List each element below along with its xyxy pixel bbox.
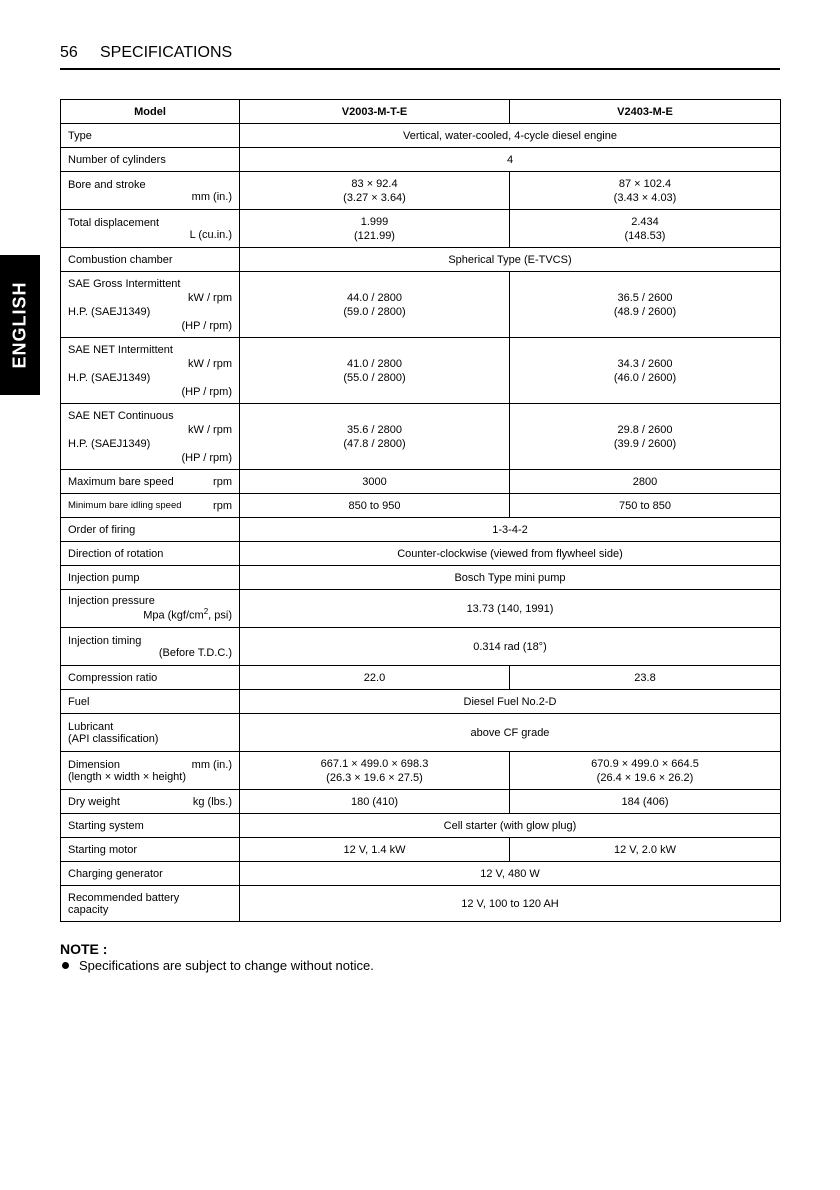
header-model: Model [61,100,240,124]
row-value: 0.314 rad (18°) [240,628,781,666]
note-item [62,958,374,973]
table-row [61,590,781,628]
row-label: Direction of rotation [61,542,240,566]
value-cell [240,172,510,210]
table-row [61,752,781,790]
row-label-cell [61,172,240,210]
value-line: (39.9 / 2600) [613,437,677,450]
row-label-cell [61,628,240,666]
table-row [61,790,781,814]
row-unit: (HP / rpm) [181,451,232,464]
row-unit: (Before T.D.C.) [158,646,232,659]
row-value: 22.0 [240,666,510,690]
header-v2003: V2003-M-T-E [240,100,510,124]
row-label: Order of firing [61,518,240,542]
value-line: (121.99) [354,229,395,242]
row-value: 4 [240,148,781,172]
specifications-table [60,99,781,922]
value-line: (26.3 × 19.6 × 27.5) [326,771,423,784]
value-cell [240,752,510,790]
value-line: (26.4 × 19.6 × 26.2) [596,771,694,784]
page-title: SPECIFICATIONS [100,44,233,61]
row-unit: (HP / rpm) [181,385,232,398]
value-cell [510,752,781,790]
value-line: 667.1 × 499.0 × 698.3 [320,757,429,770]
row-unit: mm (in.) [191,190,232,203]
row-label-cell [61,752,240,790]
row-unit: kW / rpm [188,357,232,370]
row-value: 13.73 (140, 1991) [240,590,781,628]
row-unit: rpm [213,499,232,512]
table-row [61,494,781,518]
row-value: 12 V, 1.4 kW [240,838,510,862]
row-value: 180 (410) [240,790,510,814]
value-cell [510,404,781,470]
row-label: H.P. (SAEJ1349) [68,437,151,450]
row-unit: rpm [213,475,232,488]
row-value: 184 (406) [510,790,781,814]
table-row [61,272,781,338]
row-value: 850 to 950 [240,494,510,518]
row-unit: kW / rpm [188,423,232,436]
row-value: Diesel Fuel No.2-D [240,690,781,714]
value-line: (47.8 / 2800) [343,437,406,450]
row-label: Bore and stroke [68,178,146,191]
row-label: capacity [68,903,109,916]
row-value: 12 V, 480 W [240,862,781,886]
table-row [61,690,781,714]
value-cell [240,338,510,404]
table-row [61,886,781,922]
row-value: 750 to 850 [510,494,781,518]
value-line: (46.0 / 2600) [613,371,677,384]
table-row [61,542,781,566]
table-row [61,124,781,148]
table-row [61,518,781,542]
value-line: 35.6 / 2800 [346,423,403,436]
language-side-tab [0,255,40,395]
row-value: 12 V, 2.0 kW [510,838,781,862]
table-row [61,814,781,838]
value-line: 670.9 × 499.0 × 664.5 [591,757,699,770]
row-label: SAE NET Continuous [68,409,174,422]
row-label: Compression ratio [61,666,240,690]
header-v2403: V2403-M-E [510,100,781,124]
value-line: 29.8 / 2600 [617,423,673,436]
value-cell [510,338,781,404]
value-line: 41.0 / 2800 [346,357,403,370]
value-cell [240,404,510,470]
row-label: Fuel [61,690,240,714]
row-label: Minimum bare idling speed [68,499,182,511]
row-value: Counter-clockwise (viewed from flywheel side) [240,542,781,566]
row-label-cell [61,590,240,628]
value-cell [510,172,781,210]
row-unit: L (cu.in.) [189,228,232,241]
note-text: Specifications are subject to change without notice. [79,958,374,973]
row-label: Combustion chamber [61,248,240,272]
row-label: Injection pressure [68,595,155,608]
table-row [61,714,781,752]
row-label-cell [61,886,240,922]
table-row [61,404,781,470]
row-unit: kg (lbs.) [192,795,232,808]
value-cell [240,272,510,338]
row-value: 3000 [240,470,510,494]
row-label: Total displacement [68,216,160,229]
table-row [61,148,781,172]
row-value: 1-3-4-2 [240,518,781,542]
row-label-cell [61,210,240,248]
row-label: Charging generator [61,862,240,886]
row-value: Spherical Type (E-TVCS) [240,248,781,272]
row-value: Vertical, water-cooled, 4-cycle diesel engine [240,124,781,148]
row-label: H.P. (SAEJ1349) [68,305,151,318]
row-label-cell [61,494,240,518]
row-label: Injection pump [61,566,240,590]
row-value: 23.8 [510,666,781,690]
value-line: (48.9 / 2600) [613,305,677,318]
row-label: Starting motor [61,838,240,862]
row-label: Lubricant [68,720,114,733]
row-label: Maximum bare speed [68,475,174,488]
row-label-cell [61,470,240,494]
language-tab-label: ENGLISH [9,281,30,369]
value-cell [510,210,781,248]
value-line: 36.5 / 2600 [617,291,673,304]
table-row [61,666,781,690]
value-cell [510,272,781,338]
value-line: 2.434 [631,215,659,228]
row-value: Bosch Type mini pump [240,566,781,590]
row-label: Type [61,124,240,148]
value-line: (59.0 / 2800) [343,305,406,318]
row-label-cell [61,404,240,470]
row-label-cell [61,790,240,814]
table-row [61,566,781,590]
row-value: Cell starter (with glow plug) [240,814,781,838]
row-label: (length × width × height) [68,770,187,783]
value-line: 87 × 102.4 [618,177,672,190]
table-row [61,248,781,272]
row-label: SAE Gross Intermittent [68,277,181,290]
page-header [60,42,780,70]
row-label: (API classification) [68,732,159,745]
value-line: 34.3 / 2600 [617,357,673,370]
row-label-cell [61,714,240,752]
row-label: SAE NET Intermittent [68,343,173,356]
value-line: 44.0 / 2800 [346,291,403,304]
row-unit: Mpa ($kgf/cm^2$, psi) [143,607,232,622]
value-line: 1.999 [360,215,389,228]
table-row [61,838,781,862]
table-row [61,628,781,666]
note-title: NOTE : [60,941,108,957]
bullet-icon [62,962,69,969]
row-label-cell [61,338,240,404]
row-label: Dry weight [68,795,120,808]
row-unit: (HP / rpm) [181,319,232,332]
row-label: H.P. (SAEJ1349) [68,371,151,384]
value-line: (148.53) [624,229,666,242]
row-label: Injection timing [68,634,142,647]
row-value: 12 V, 100 to 120 AH [240,886,781,922]
row-unit: mm (in.) [191,758,232,771]
row-label: Starting system [61,814,240,838]
table-row [61,338,781,404]
value-line: (55.0 / 2800) [343,371,406,384]
value-line: (3.43 × 4.03) [613,191,677,204]
row-unit: kW / rpm [188,291,232,304]
table-row [61,172,781,210]
row-label: Dimension [68,758,120,771]
value-cell [240,210,510,248]
row-label-cell [61,272,240,338]
value-line: (3.27 × 3.64) [343,191,406,204]
table-row [61,470,781,494]
row-value: above CF grade [240,714,781,752]
row-label: Number of cylinders [61,148,240,172]
table-row [61,862,781,886]
page-number: 56 [60,44,78,61]
row-label: Recommended battery [68,891,180,904]
value-line: 83 × 92.4 [351,177,398,190]
row-value: 2800 [510,470,781,494]
table-header-row [61,100,781,124]
table-row [61,210,781,248]
